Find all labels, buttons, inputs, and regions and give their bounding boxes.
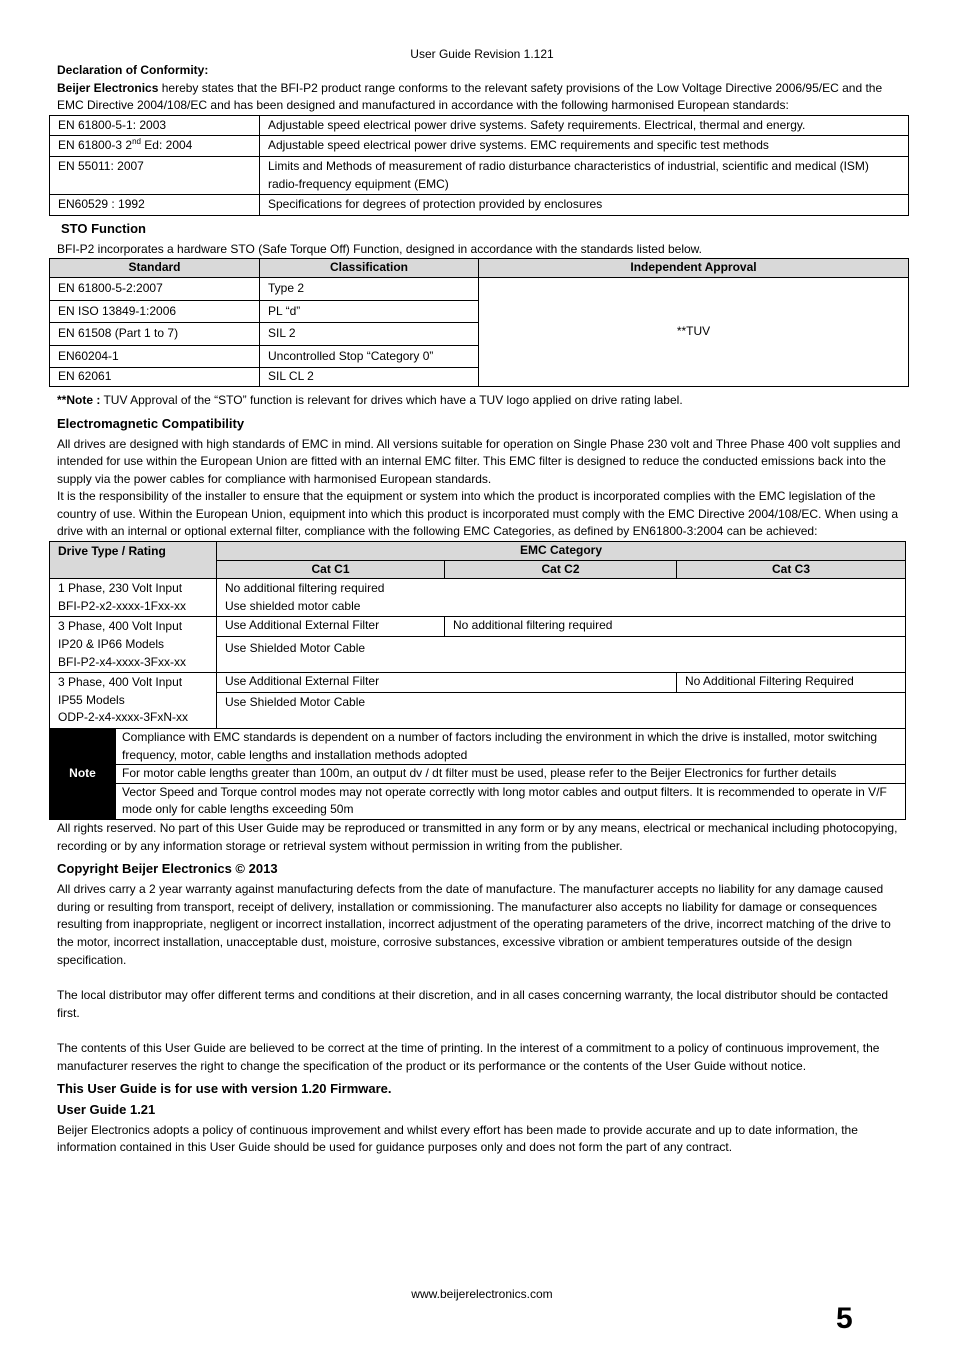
drive-type-header: Drive Type / Rating xyxy=(50,542,217,579)
note-label: Note xyxy=(50,729,116,820)
category-cell: Use Shielded Motor Cable xyxy=(217,693,906,729)
note-row xyxy=(50,765,906,784)
table-row: EN 62061 SIL CL 2 xyxy=(50,368,909,387)
page-header: User Guide Revision 1.121 xyxy=(410,47,554,61)
sto-table xyxy=(49,258,909,387)
emc-table xyxy=(49,541,906,820)
cat-c2-header: Cat C2 xyxy=(445,560,677,579)
standard-code: EN 61800-3 2nd Ed: 2004 xyxy=(50,136,260,157)
drive-type-cell: 1 Phase, 230 Volt Input BFI-P2-x2-xxxx-1Fxx-xx xyxy=(50,579,217,617)
table-row: EN60204-1 Uncontrolled Stop “Category 0” xyxy=(50,345,909,368)
category-cell: Use Shielded Motor Cable xyxy=(217,637,906,673)
sto-title: STO Function xyxy=(61,220,146,236)
note-text: Compliance with EMC standards is dependent on a number of factors including the environment in which the drive is installed, motor switching frequency, motor, cable lengths and installation methods adopted xyxy=(116,729,906,765)
standard-desc: Adjustable speed electrical power drive systems. EMC requirements and specific test methods xyxy=(260,136,909,157)
drive-type-cell: 3 Phase, 400 Volt Input IP20 & IP66 Models BFI-P2-x4-xxxx-3Fxx-xx xyxy=(50,617,217,673)
col-header: Standard xyxy=(50,259,260,278)
policy-paragraph: Beijer Electronics adopts a policy of continuous improvement and whilst every effort has been made to provide accurate and up to date information, the information contained in this User Guide should be used for guidance purposes only and does not form the part of any contract. xyxy=(57,1122,858,1155)
table-row xyxy=(50,617,906,637)
table-row xyxy=(50,115,909,136)
contents-paragraph: The contents of this User Guide are believed to be correct at the time of printing. In the interest of a commitment to a policy of continuous improvement, the manufacturer reserves the right to change the specification of the product or its performance or the contents of the User Guide without notice. xyxy=(57,1041,880,1073)
standard-code: EN 55011: 2007 xyxy=(50,156,260,194)
page-number: 5 xyxy=(836,1302,853,1335)
declaration-heading: Declaration of Conformity: xyxy=(57,63,209,77)
rights-paragraph: All rights reserved. No part of this User Guide may be reproduced or transmitted in any form or by any means, electrical or mechanical including photocopying, recording or by any information storage or retrieval system without permission in writing from the publisher. xyxy=(57,820,898,853)
standard-desc: Limits and Methods of measurement of radio disturbance characteristics of industrial, scientific and medical (ISM) radio-frequency equipment (EMC) xyxy=(260,156,909,194)
table-header-row xyxy=(50,259,909,278)
col-header: Classification xyxy=(260,259,479,278)
category-cell: No additional filtering required Use shielded motor cable xyxy=(217,579,906,617)
table-row: EN ISO 13849-1:2006 PL “d” xyxy=(50,300,909,323)
table-row: EN 61800-5-2:2007 Type 2 **TUV xyxy=(50,277,909,300)
table-row xyxy=(50,156,909,194)
standard-desc: Specifications for degrees of protection provided by enclosures xyxy=(260,195,909,216)
table-row xyxy=(50,136,909,157)
standard-code: EN60529 : 1992 xyxy=(50,195,260,216)
standard-desc: Adjustable speed electrical power drive systems. Safety requirements. Electrical, thermal and energy. xyxy=(260,115,909,136)
drive-type-cell: 3 Phase, 400 Volt Input IP55 Models ODP-2-x4-xxxx-3FxN-xx xyxy=(50,673,217,729)
company-name: Beijer Electronics xyxy=(57,80,159,95)
table-row xyxy=(50,579,906,617)
warranty-paragraph: All drives carry a 2 year warranty against manufacturing defects from the date of manufacture. The manufacturer accepts no liability for any damage caused during or resulting from transport, receipt of delivery, installation or commissioning. The manufacturer also accepts no liability for damage or consequences resulting from inappropriate, negligent or incorrect installation, incorrect adjustment of the operating parameters of the drive, incorrect matching of the drive to the motor, incorrect installation, unacceptable dust, moisture, corrosive substances, excessive vibration or ambient temperatures outside of the design specification. xyxy=(57,882,891,967)
note-text: For motor cable lengths greater than 100m, an output dv / dt filter must be used, please refer to the Beijer Electronics for further details xyxy=(116,765,906,784)
emc-category-header: EMC Category xyxy=(217,542,906,561)
distributor-paragraph: The local distributor may offer different terms and conditions at their discretion, and in all cases concerning warranty, the local distributor should be contacted first. xyxy=(57,988,889,1020)
emc-paragraph: It is the responsibility of the installer to ensure that the equipment or system into which the product is incorporated complies with the EMC legislation of the country of use. Within the European Union, equipment into which this product is incorporated must comply with the EMC Directive 2004/108/EC. When using a drive with an internal or optional external filter, compliance with the following EMC Categories, as defined by EN61800-3:2004 can be achieved: xyxy=(57,489,899,539)
sto-text: BFI-P2 incorporates a hardware STO (Safe Torque Off) Function, designed in accordance with the standards listed below. xyxy=(57,241,703,256)
emc-title: Electromagnetic Compatibility xyxy=(57,415,245,431)
note-row xyxy=(50,729,906,765)
firmware-heading: This User Guide is for use with version 1.20 Firmware. xyxy=(57,1080,392,1096)
cat-c1-header: Cat C1 xyxy=(217,560,445,579)
category-cell: No Additional Filtering Required xyxy=(677,673,906,693)
category-cell: No additional filtering required xyxy=(445,617,906,637)
standard-code: EN 61800-5-1: 2003 xyxy=(50,115,260,136)
category-cell: Use Additional External Filter xyxy=(217,673,677,693)
note-row xyxy=(50,783,906,819)
note-text: Vector Speed and Torque control modes may not operate correctly with long motor cables and output filters. It is recommended to operate in V/F mode only for cable lengths exceeding 50m xyxy=(116,783,906,819)
approval-cell: **TUV xyxy=(479,277,909,386)
emc-paragraph: All drives are designed with high standards of EMC in mind. All versions suitable for operation on Single Phase 230 volt and Three Phase 400 volt supplies and intended for use within the European Union are fitted with an internal EMC filter. This EMC filter is designed to reduce the conducted emissions back into the supply via the power cables for compliance with harmonised European standards. xyxy=(57,436,901,486)
version-heading: User Guide 1.21 xyxy=(57,1101,156,1117)
standards-table xyxy=(49,115,909,216)
declaration-text: hereby states that the BFI-P2 product range conforms to the relevant safety provisions of the Low Voltage Directive 2006/95/EC and the EMC Directive 2004/108/EC and has been designed and manufactured in accordance with the following harmonised European standards: xyxy=(57,80,883,113)
page-body xyxy=(49,46,909,1157)
col-header: Independent Approval xyxy=(479,259,909,278)
table-row xyxy=(50,673,906,693)
sto-note: **Note : TUV Approval of the “STO” function is relevant for drives which have a TUV logo applied on drive rating label. xyxy=(57,392,683,407)
table-row xyxy=(50,195,909,216)
category-cell: Use Additional External Filter xyxy=(217,617,445,637)
cat-c3-header: Cat C3 xyxy=(677,560,906,579)
table-row: EN 61508 (Part 1 to 7) SIL 2 xyxy=(50,323,909,346)
declaration-intro xyxy=(49,80,909,115)
copyright-heading: Copyright Beijer Electronics © 2013 xyxy=(57,861,278,877)
footer-url: www.beijerelectronics.com xyxy=(411,1287,553,1301)
